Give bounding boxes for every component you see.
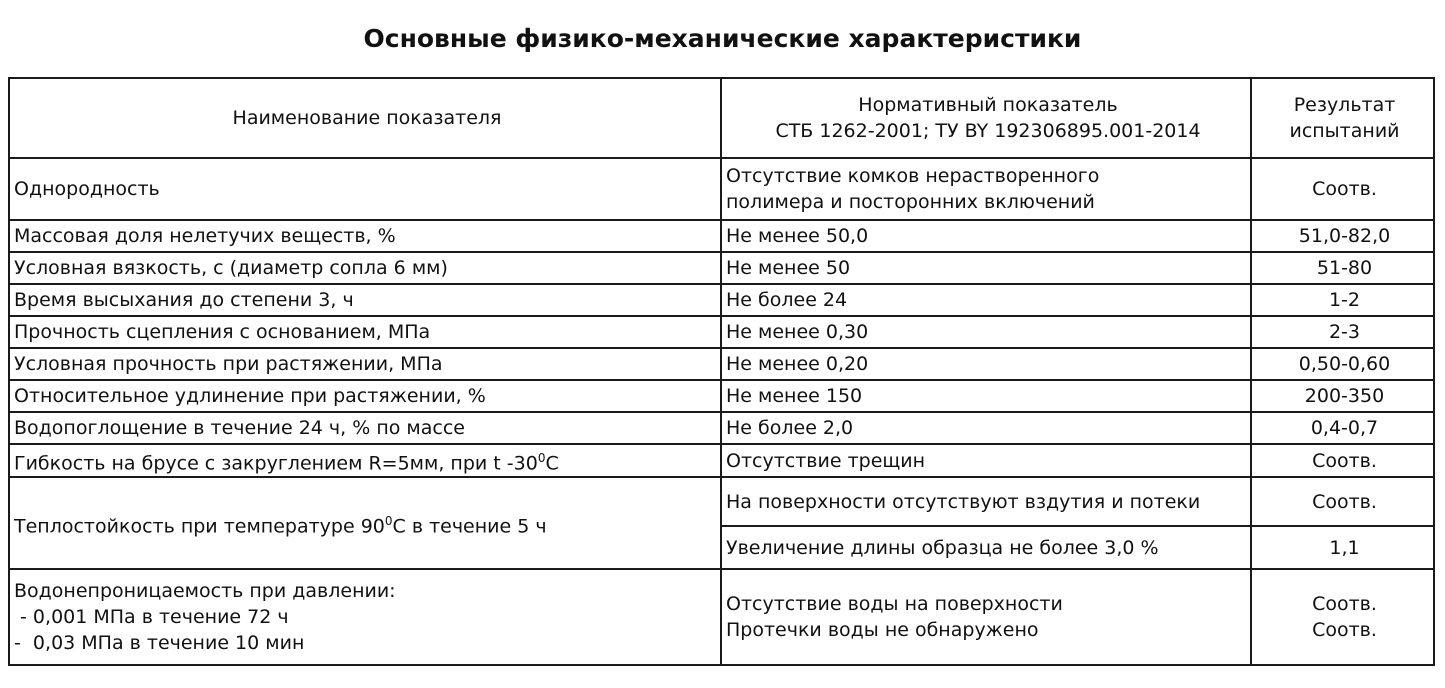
row-name: Относительное удлинение при растяжении, % [9, 380, 721, 412]
row-result: 51,0-82,0 [1251, 220, 1434, 252]
header-result-line2: испытаний [1289, 120, 1400, 142]
row-norm: Не менее 0,20 [721, 348, 1251, 380]
table-row [9, 348, 1434, 380]
row-name [9, 444, 721, 477]
row-norm: Не менее 50,0 [721, 220, 1251, 252]
heat-norm-2: Увеличение длины образца не более 3,0 % [721, 526, 1251, 569]
table-row [9, 412, 1434, 444]
water-result-line1: Соотв. [1312, 593, 1377, 616]
table-row [9, 252, 1434, 284]
water-name-line1: Водонепроницаемость при давлении: [14, 580, 396, 603]
water-name-line2: - 0,001 МПа в течение 72 ч [14, 606, 289, 629]
table-row [9, 380, 1434, 412]
row-norm: Отсутствие трещин [721, 444, 1251, 477]
row-result: 200-350 [1251, 380, 1434, 412]
row-norm-line1: Отсутствие комков нерастворенного [726, 165, 1100, 187]
heat-norm-1: На поверхности отсутствуют вздутия и потеки [721, 477, 1251, 526]
row-result: Соотв. [1251, 444, 1434, 477]
header-norm-line1: Нормативный показатель [858, 94, 1118, 116]
row-norm-line2: полимера и посторонних включений [726, 191, 1095, 213]
row-name: Условная вязкость, с (диаметр сопла 6 мм) [9, 252, 721, 284]
table-row [9, 316, 1434, 348]
water-result [1251, 569, 1434, 665]
row-norm: Не менее 50 [721, 252, 1251, 284]
row-name: Прочность сцепления с основанием, МПа [9, 316, 721, 348]
heat-name [9, 477, 721, 569]
row-norm: Не более 2,0 [721, 412, 1251, 444]
water-result-line2: Соотв. [1312, 619, 1377, 642]
heat-degree: 0 [384, 513, 393, 528]
table-row-heat [9, 477, 1434, 526]
water-norm-line1: Отсутствие воды на поверхности [726, 593, 1063, 616]
row-name: Условная прочность при растяжении, МПа [9, 348, 721, 380]
row-name: Время высыхания до степени 3, ч [9, 284, 721, 316]
flex-name-unit: С [545, 452, 559, 475]
row-norm: Не менее 0,30 [721, 316, 1251, 348]
row-name: Однородность [9, 158, 721, 220]
row-norm: Не менее 150 [721, 380, 1251, 412]
row-result: 1-2 [1251, 284, 1434, 316]
table-row [9, 444, 1434, 477]
water-name-line3: - 0,03 МПа в течение 10 мин [14, 632, 305, 655]
water-norm-line2: Протечки воды не обнаружено [726, 619, 1039, 642]
flex-degree: 0 [537, 451, 546, 465]
heat-name-rest: С в течение 5 ч [392, 514, 547, 537]
heat-result-1: Соотв. [1251, 477, 1434, 526]
characteristics-table [8, 77, 1435, 666]
row-result: 2-3 [1251, 316, 1434, 348]
header-norm-line2: СТБ 1262-2001; ТУ BY 192306895.001-2014 [775, 120, 1201, 142]
heat-name-text: Теплостойкость при температуре 90 [14, 514, 385, 537]
row-name: Массовая доля нелетучих веществ, % [9, 220, 721, 252]
table-row [9, 284, 1434, 316]
row-result: Соотв. [1251, 158, 1434, 220]
header-result-line1: Результат [1293, 94, 1396, 116]
row-norm: Не более 24 [721, 284, 1251, 316]
header-result [1251, 78, 1434, 158]
row-norm [721, 158, 1251, 220]
water-name [9, 569, 721, 665]
row-result: 51-80 [1251, 252, 1434, 284]
row-result: 0,4-0,7 [1251, 412, 1434, 444]
flex-name-text: Гибкость на брусе с закруглением R=5мм, при t -30 [14, 452, 538, 475]
table-row [9, 158, 1434, 220]
header-norm [721, 78, 1251, 158]
row-name: Водопоглощение в течение 24 ч, % по массе [9, 412, 721, 444]
table-row-water [9, 569, 1434, 665]
table-row [9, 220, 1434, 252]
table-header-row [9, 78, 1434, 158]
header-name: Наименование показателя [9, 78, 721, 158]
row-result: 0,50-0,60 [1251, 348, 1434, 380]
water-norm [721, 569, 1251, 665]
page-title: Основные физико-механические характеристики [363, 24, 1082, 53]
heat-result-2: 1,1 [1251, 526, 1434, 569]
